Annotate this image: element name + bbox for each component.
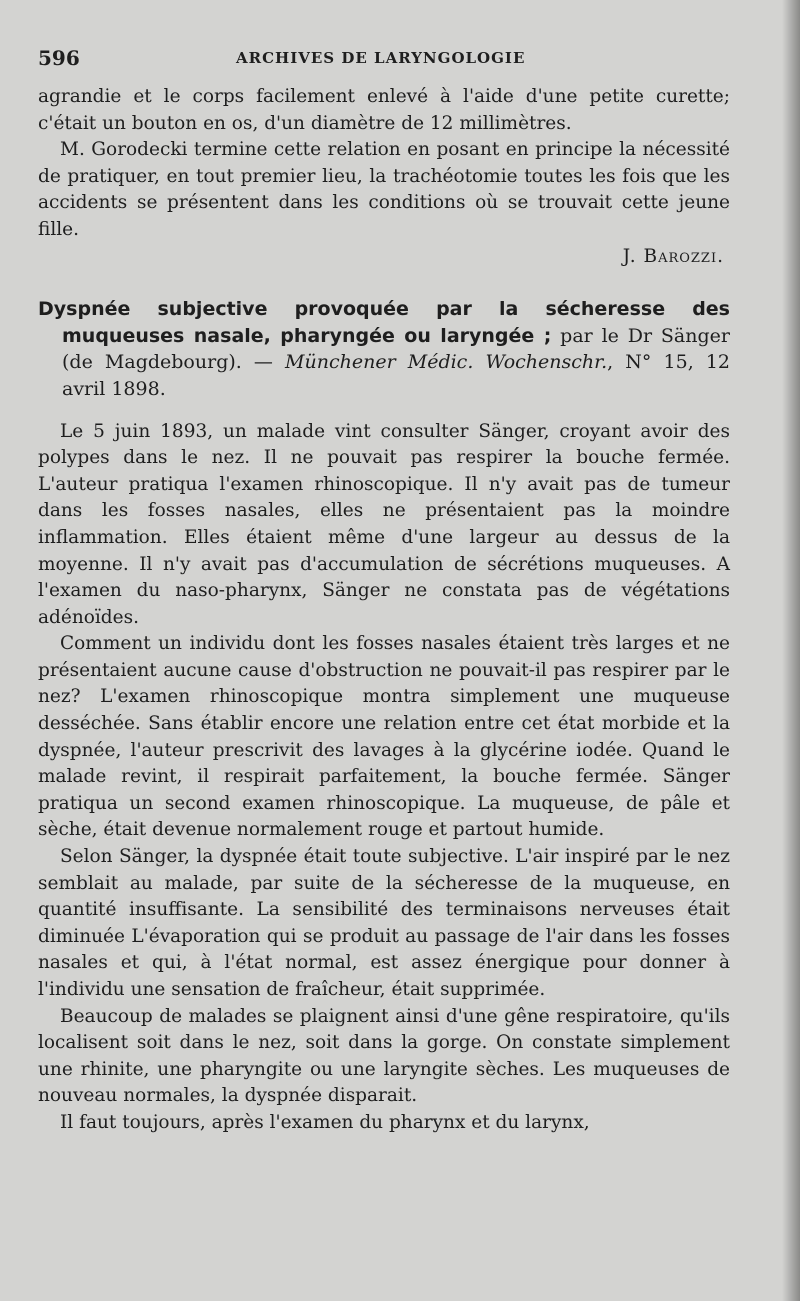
author-name: Sänger (de Magdebourg). [62, 324, 730, 374]
author-signature [38, 244, 730, 271]
journal-issue: , N° 15, 12 avril 1898. [62, 351, 731, 400]
page-number: 596 [38, 46, 80, 70]
article-body [38, 419, 730, 1137]
journal-name: Münchener Médic. Wochenschr. [285, 351, 608, 374]
paragraph: M. Gorodecki termine cette relation en posant en principe la nécessité de pratiquer, en tout premier lieu, la trachéotomie toutes les fois que les accidents se présentent dans les conditions où se trouvait cette jeune fille. [38, 139, 730, 240]
page-body [38, 84, 730, 1137]
article [38, 296, 730, 1136]
signature-name: J. Barozzi. [622, 245, 724, 267]
article-heading [38, 296, 730, 402]
author-prefix: par le [560, 324, 619, 347]
page-edge-shadow [782, 0, 800, 1301]
running-head: ARCHIVES DE LARYNGOLOGIE [236, 49, 526, 67]
paragraph: Le 5 juin 1893, un malade vint consulter Sänger, croyant avoir des polypes dans le nez. Il ne pouvait pas respirer la bouche fermée. L'auteur pratiqua l'examen rhinoscopique. Il n'y avait pas de tumeur dans les fosses nasales, elles ne présentaient pas la moindre inflammation. Elles étaient même d'une largeur au dessus de la moyenne. Il n'y avait pas d'accumulation de sécrétions muqueuses. A l'examen du naso-pharynx, Sänger ne constata pas de végétations adénoïdes. [38, 420, 730, 628]
article-title: Dyspnée subjective provoquée par la sécheresse des muqueuses nasale, pharyngée ou laryngée ; [38, 298, 730, 347]
citation-dash: — [253, 351, 273, 374]
paragraph: Il faut toujours, après l'examen du pharynx et du larynx, [60, 1111, 590, 1133]
paragraph: Comment un individu dont les fosses nasales étaient très larges et ne présentaient aucune cause d'obstruction ne pouvait-il pas respirer par le nez? L'examen rhinoscopique montra simplement une muqueuse desséchée. Sans établir encore une relation entre cet état morbide et la dyspnée, l'auteur prescrivit des lavages à la glycérine iodée. Quand le malade revint, il respirait parfaitement, la bouche fermée. Sänger pratiqua un second examen rhinoscopique. La muqueuse, de pâle et sèche, était devenue normalement rouge et partout humide. [38, 633, 730, 841]
author-title: Dr [627, 324, 653, 347]
paragraph: Selon Sänger, la dyspnée était toute subjective. L'air inspiré par le nez semblait au malade, par suite de la sécheresse de la muqueuse, en quantité insuffisante. La sensibilité des terminaisons nerveuses était diminuée L'évaporation qui se produit au passage de l'air dans les fosses nasales et qui, à l'état normal, est assez énergique pour donner à l'individu une sensation de fraîcheur, était supprimée. [38, 846, 730, 1000]
paragraph: Beaucoup de malades se plaignent ainsi d'une gêne respiratoire, qu'ils localisent soit dans le nez, soit dans la gorge. On constate simplement une rhinite, une pharyngite ou une laryngite sèches. Les muqueuses de nouveau normales, la dyspnée disparait. [38, 1005, 730, 1107]
paragraph: agrandie et le corps facilement enlevé à l'aide d'une petite curette; c'était un bouton en os, d'un diamètre de 12 millimètres. [38, 86, 730, 134]
page-header [38, 46, 728, 72]
previous-article-end [38, 84, 730, 270]
